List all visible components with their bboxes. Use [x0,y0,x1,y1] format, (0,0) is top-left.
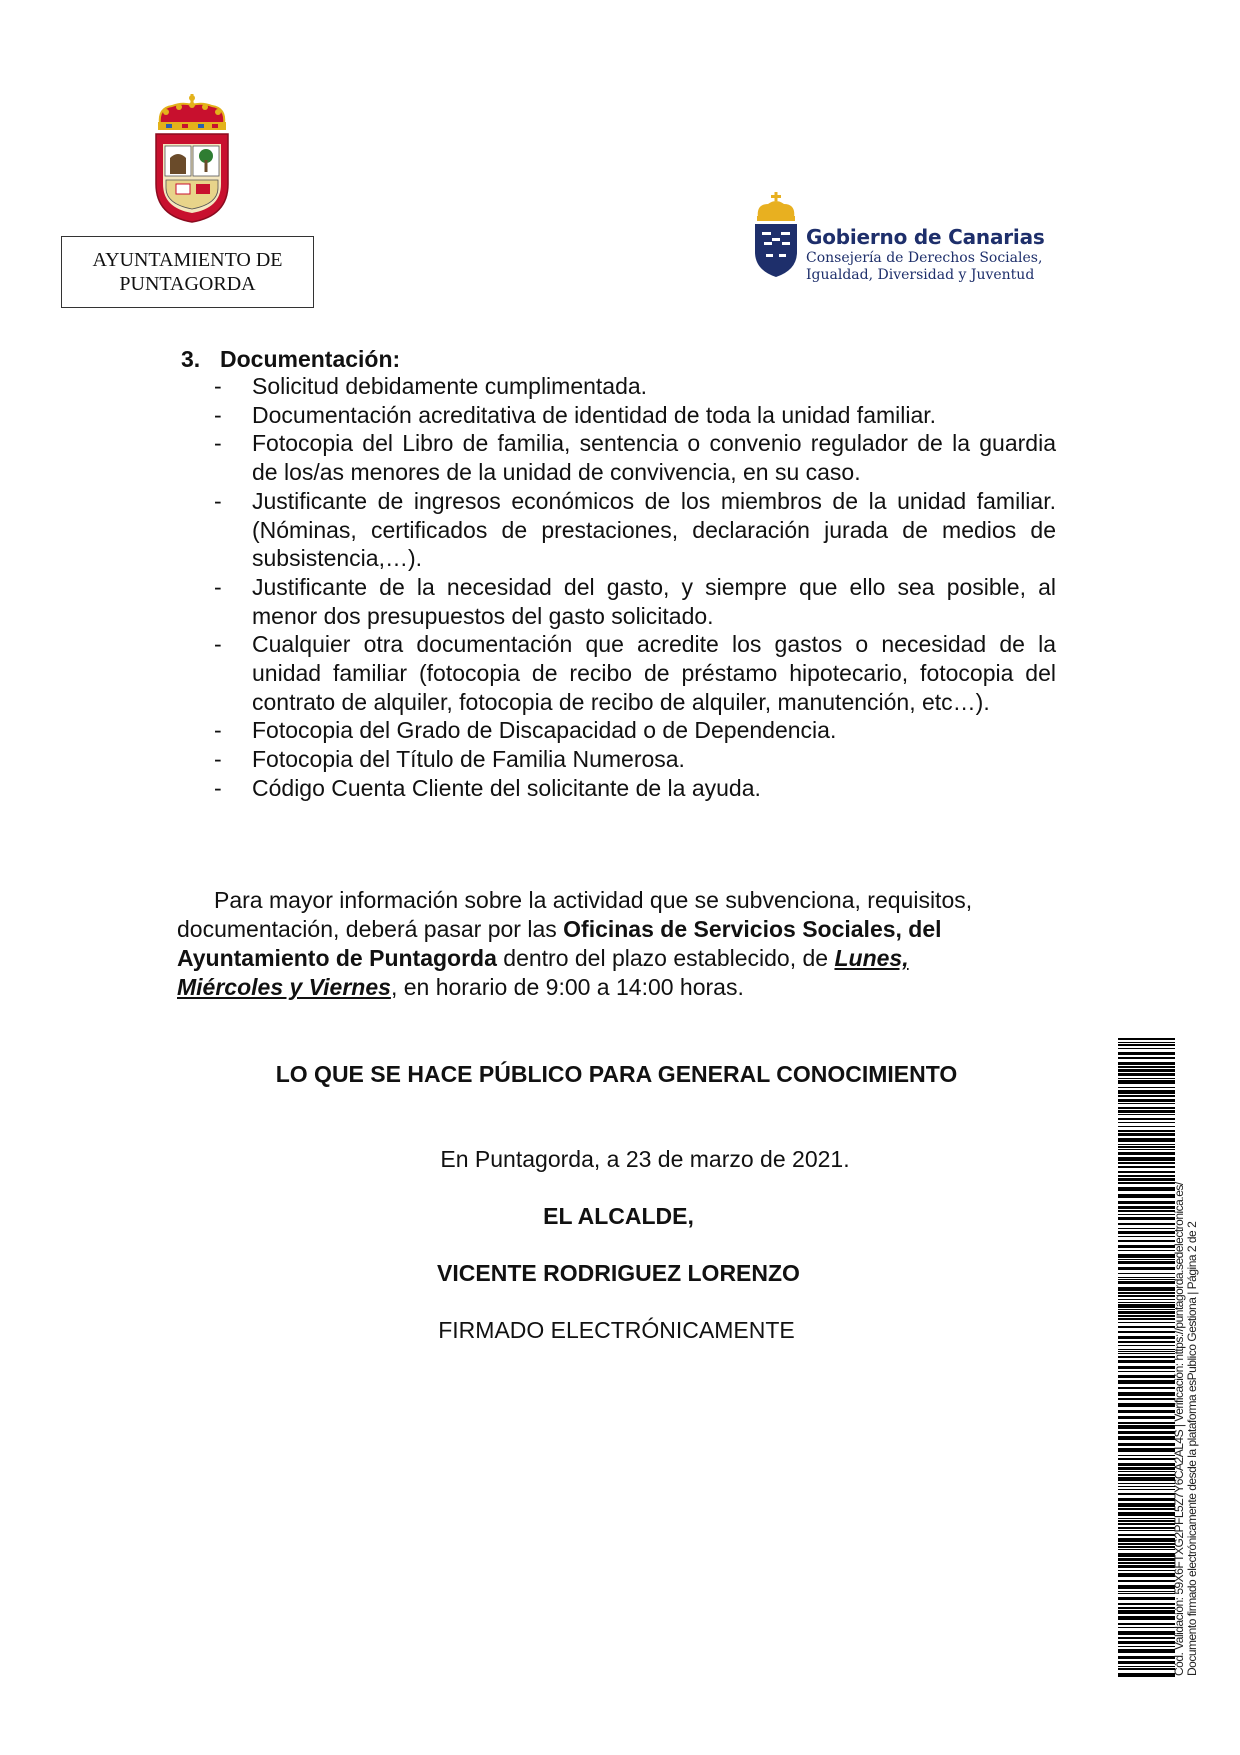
info-paragraph [177,886,1027,1002]
barcode-bar [1118,1210,1175,1212]
barcode-bar [1118,1627,1175,1628]
barcode-bar [1118,1661,1175,1664]
gobierno-canarias-emblem-icon [752,192,800,278]
barcode-bar [1118,1486,1175,1487]
barcode-bar [1118,1534,1175,1536]
info-text-3: , en horario de 9:00 a 14:00 horas. [390,974,744,1000]
barcode-bar [1118,1311,1175,1314]
barcode-bar [1118,1087,1175,1088]
barcode-bar [1118,1610,1175,1614]
barcode-bar [1118,1410,1175,1413]
barcode-bar [1118,1360,1175,1363]
info-text-1: Para mayor información sobre la actividad que se subvenciona, requisitos, documentación, deberá pasar por las [177,887,973,942]
barcode-bar [1118,1304,1175,1308]
barcode-bar [1118,1398,1175,1400]
barcode-bar [1118,1543,1175,1545]
list-item: - Documentación acreditativa de identidad de toda la unidad familiar. [214,401,937,428]
barcode-bar [1118,1403,1175,1407]
barcode-bar [1118,1130,1175,1132]
barcode-bar [1118,1118,1175,1120]
barcode-bar [1118,1341,1175,1343]
barcode-bar [1118,1518,1175,1519]
barcode-bar [1118,1299,1175,1300]
date-line: En Puntagorda, a 23 de marzo de 2021. [440,1146,850,1172]
barcode-bar [1118,1422,1175,1424]
barcode-bar [1118,1591,1175,1592]
ayuntamiento-box [61,236,314,308]
barcode-bar [1118,1562,1175,1564]
barcode-bar [1118,1261,1175,1264]
barcode-bar [1118,1201,1175,1204]
barcode-bar [1118,1673,1175,1677]
barcode-bar [1118,1474,1175,1476]
barcode-bar [1118,1326,1175,1328]
barcode-bar [1118,1558,1175,1561]
list-item: - Fotocopia del Libro de familia, sentencia o convenio regulador de la guardia de los/as menores de la unidad de convivencia, en su caso. [214,430,1056,486]
barcode-bar [1118,1493,1175,1495]
barcode-bar [1118,1309,1175,1310]
barcode-bar [1118,1351,1175,1352]
barcode-bar [1118,1292,1175,1294]
info-days-2: Miércoles y Viernes [177,974,391,1000]
barcode-bar [1118,1206,1175,1209]
validation-barcode [1118,1038,1175,1678]
barcode-bar [1118,1103,1175,1104]
barcode-bar [1118,1042,1175,1043]
barcode-bar [1118,1245,1175,1248]
barcode-bar [1118,1194,1175,1198]
barcode-bar [1118,1315,1175,1317]
barcode-bar [1118,1152,1175,1155]
document-requirements-list [210,372,1056,803]
barcode-bar [1118,1267,1175,1270]
barcode-bar [1118,1580,1175,1582]
gobierno-title: Gobierno de Canarias [806,225,1045,249]
barcode-bar [1118,1498,1175,1501]
barcode-bar [1118,1223,1175,1225]
barcode-bar [1118,1375,1175,1378]
barcode-bar [1118,1448,1175,1452]
barcode-bar [1118,1520,1175,1522]
list-item: - Fotocopia del Título de Familia Numerosa. [214,746,685,773]
barcode-bar [1118,1656,1175,1659]
barcode-bar [1118,1607,1175,1609]
barcode-bar [1118,1565,1175,1568]
barcode-bar [1118,1038,1175,1040]
barcode-bar [1118,1546,1175,1548]
barcode-bar [1118,1467,1175,1470]
barcode-bar [1118,1553,1175,1557]
barcode-bar [1118,1436,1175,1440]
barcode-bar [1118,1273,1175,1274]
barcode-bar [1118,1641,1175,1644]
ayuntamiento-line2: PUNTAGORDA [119,273,256,295]
barcode-bar [1118,1631,1175,1635]
barcode-bar [1118,1366,1175,1369]
barcode-bar [1118,1126,1175,1127]
crown-icon [158,94,226,130]
barcode-bar [1118,1228,1175,1229]
barcode-bar [1118,1146,1175,1148]
barcode-bar [1118,1585,1175,1589]
barcode-bar [1118,1048,1175,1049]
barcode-bar [1118,1523,1175,1525]
barcode-bar [1118,1259,1175,1260]
info-days-1: Lunes, [834,945,909,971]
barcode-bar [1118,1455,1175,1456]
barcode-bar [1118,1057,1175,1059]
barcode-bar [1118,1281,1175,1284]
barcode-bar [1118,1107,1175,1109]
validation-info [1173,1036,1199,1676]
barcode-bar [1118,1380,1175,1384]
barcode-bar [1118,1187,1175,1191]
barcode-bar [1118,1597,1175,1600]
barcode-bar [1118,1295,1175,1297]
barcode-bar [1118,1052,1175,1055]
barcode-bar [1118,1666,1175,1667]
shield-icon [156,134,228,222]
barcode-bar [1118,1080,1175,1084]
gobierno-canarias-text [806,224,1045,284]
list-item: - Fotocopia del Grado de Discapacidad o de Dependencia. [214,717,837,744]
barcode-bar [1118,1387,1175,1389]
barcode-bar [1118,1471,1175,1472]
barcode-bar [1118,1668,1175,1670]
barcode-bar [1118,1527,1175,1529]
barcode-bar [1118,1078,1175,1079]
barcode-bar [1118,1166,1175,1168]
barcode-bar [1118,1431,1175,1434]
barcode-bar [1118,1573,1175,1577]
barcode-bar [1118,1458,1175,1460]
barcode-bar [1118,1095,1175,1097]
barcode-bar [1118,1277,1175,1278]
barcode-bar [1118,1133,1175,1136]
barcode-bar [1118,1149,1175,1150]
barcode-bar [1118,1073,1175,1076]
barcode-bar [1118,1443,1175,1446]
barcode-bar [1118,1217,1175,1220]
barcode-bar [1118,1349,1175,1350]
barcode-bar [1118,1489,1175,1490]
validation-signed-line: Documento firmado electrónicamente desde la plataforma esPublico Gestiona | Página 2 de 2 [1185,1221,1199,1676]
barcode-bar [1118,1538,1175,1542]
public-notice-line: LO QUE SE HACE PÚBLICO PARA GENERAL CONOCIMIENTO [275,1061,958,1087]
barcode-bar [1118,1508,1175,1510]
barcode-bar [1118,1503,1175,1507]
barcode-bar [1118,1570,1175,1571]
barcode-bar [1118,1649,1175,1653]
barcode-bar [1118,1157,1175,1161]
barcode-bar [1118,1175,1175,1177]
barcode-bar [1118,1637,1175,1639]
barcode-bar [1118,1646,1175,1647]
barcode-bar [1118,1099,1175,1102]
list-item: - Solicitud debidamente cumplimentada. [214,373,648,399]
barcode-bar [1118,1302,1175,1303]
barcode-bar [1118,1603,1175,1605]
gobierno-subtitle-1: Consejería de Derechos Sociales, [806,250,1043,266]
barcode-bar [1118,1144,1175,1145]
barcode-bar [1118,1122,1175,1123]
barcode-bar [1118,1318,1175,1320]
barcode-bar [1118,1623,1175,1625]
signer-name: VICENTE RODRIGUEZ LORENZO [437,1260,800,1286]
barcode-bar [1118,1214,1175,1215]
barcode-bar [1118,1331,1175,1333]
info-text-2: dentro del plazo establecido, de [496,945,835,971]
section-heading [181,345,400,373]
barcode-bar [1118,1371,1175,1372]
section-title: Documentación: [220,346,401,372]
section-number: 3. [181,346,201,372]
barcode-bar [1118,1616,1175,1620]
barcode-bar [1118,1483,1175,1484]
validation-code-line: Cód. Validación: 59X6FTXG2PFL5Z7Y6CA2AL4S | Verificación: https://puntagorda.sedelectronica.es/ [1172,1182,1186,1676]
barcode-bar [1118,1279,1175,1280]
list-item: - Cualquier otra documentación que acredite los gastos o necesidad de la unidad familiar (fotocopia de recibo de préstamo hipotecario, fotocopia del contrato de alquiler, fotocopia de recibo de alquiler, manutención, etc…). [214,631,1056,715]
barcode-bar [1118,1512,1175,1516]
barcode-bar [1118,1236,1175,1237]
barcode-bar [1118,1287,1175,1291]
barcode-bar [1118,1250,1175,1251]
barcode-bar [1118,1044,1175,1046]
list-item: - Justificante de la necesidad del gasto, y siempre que ello sea posible, al menor dos presupuestos del gasto solicitado. [214,573,1056,629]
barcode-bar [1118,1392,1175,1396]
signature-status: FIRMADO ELECTRÓNICAMENTE [438,1317,795,1343]
list-item: - Código Cuenta Cliente del solicitante de la ayuda. [214,774,761,801]
barcode-bar [1118,1593,1175,1594]
barcode-bar [1118,1178,1175,1181]
barcode-bar [1118,1477,1175,1481]
barcode-bar [1118,1254,1175,1258]
barcode-bar [1118,1231,1175,1234]
barcode-bar [1118,1530,1175,1531]
barcode-bar [1118,1062,1175,1065]
barcode-bar [1118,1463,1175,1466]
barcode-bar [1118,1549,1175,1550]
barcode-bar [1118,1138,1175,1142]
barcode-bar [1118,1069,1175,1072]
barcode-bar [1118,1114,1175,1115]
barcode-bar [1118,1345,1175,1346]
barcode-bar [1118,1425,1175,1429]
barcode-bar [1118,1356,1175,1358]
barcode-bar [1118,1162,1175,1164]
list-item: - Justificante de ingresos económicos de los miembros de la unidad familiar. (Nóminas, certificados de prestaciones, declaración jurada de medios de subsistencia,…). [214,487,1056,572]
barcode-bar [1118,1416,1175,1419]
barcode-bar [1118,1353,1175,1354]
barcode-bar [1118,1066,1175,1068]
gobierno-subtitle-2: Igualdad, Diversidad y Juventud [806,267,1035,283]
ayuntamiento-line1: AYUNTAMIENTO DE [92,249,283,271]
barcode-bar [1118,1182,1175,1184]
barcode-bar [1118,1171,1175,1173]
barcode-bar [1118,1240,1175,1242]
barcode-bar [1118,1090,1175,1094]
signer-title: EL ALCALDE, [543,1203,694,1229]
info-offices: Oficinas de Servicios Sociales, del Ayuntamiento de Puntagorda [177,916,942,971]
barcode-bar [1118,1322,1175,1323]
coat-of-arms-logo [152,92,232,224]
barcode-bar [1118,1336,1175,1339]
barcode-bar [1118,1110,1175,1113]
